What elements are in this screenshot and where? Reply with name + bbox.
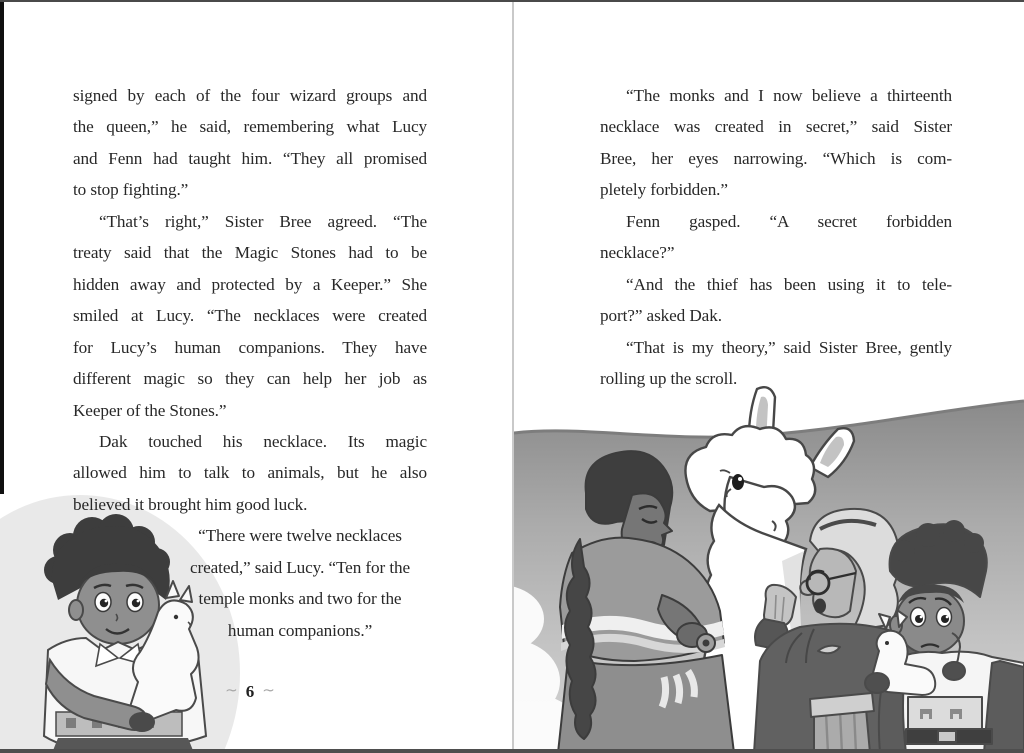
left-edge-strip [0,0,4,494]
text-line: necklace was created in secret,” said Sister [600,117,952,137]
page-number [73,682,427,702]
text-line: to stop fighting.” [73,180,189,200]
text-line: smiled at Lucy. “The necklaces were created [73,306,427,326]
text-line: allowed him to talk to animals, but he also [73,463,427,483]
bottom-edge-strip [0,749,1024,753]
text-line: “That is my theory,” said Sister Bree, gently [626,337,952,357]
text-line: “And the thief has been using it to tele- [626,274,952,294]
text-line: treaty said that the Magic Stones had to be [73,243,427,263]
right-page-text [600,80,952,395]
paragraph [600,269,952,332]
text-line: Bree, her eyes narrowing. “Which is com- [600,148,952,168]
text-line: Fenn gasped. “A secret forbidden [626,211,952,231]
text-line: the queen,” he said, remembering what Lucy [73,117,427,137]
text-line: and Fenn had taught him. “They all promised [73,148,427,168]
left-page-text [73,80,427,646]
text-line: “That’s right,” Sister Bree agreed. “The [99,211,427,231]
text-line: different magic so they can help her job as [73,369,427,389]
text-line: temple monks and two for the [198,589,402,609]
text-line: port?” asked Dak. [600,306,722,326]
page-number-ornament-left: ∼ [225,683,238,699]
text-line: created,” said Lucy. “Ten for the [189,557,411,577]
text-line: believed it brought him good luck. [73,494,308,514]
text-line: pletely forbidden.” [600,180,728,200]
paragraph [600,206,952,269]
paragraph [600,332,952,395]
text-line: signed by each of the four wizard groups and [73,86,427,105]
paragraph [73,80,427,206]
text-line: Dak touched his necklace. Its magic [99,431,427,451]
text-line: “The monks and I now believe a thirteenth [626,86,952,105]
page-number-value: 6 [245,682,255,701]
paragraph [73,426,427,520]
text-line: Keeper of the Stones.” [73,400,227,420]
paragraph [73,206,427,426]
top-edge-line [0,0,1024,2]
text-line: rolling up the scroll. [600,369,738,389]
text-line: hidden away and protected by a Keeper.” She [73,274,427,294]
text-line: for Lucy’s human companions. They have [73,337,427,357]
page-number-ornament-right: ∼ [262,683,275,699]
page-gutter-line [512,0,514,753]
paragraph [600,80,952,206]
text-line: necklace?” [600,243,675,263]
text-line: “There were twelve necklaces [198,526,402,546]
text-line: human companions.” [227,620,373,640]
group-conversation-illustration [514,381,1024,753]
right-page [514,0,1024,753]
paragraph [173,520,427,646]
